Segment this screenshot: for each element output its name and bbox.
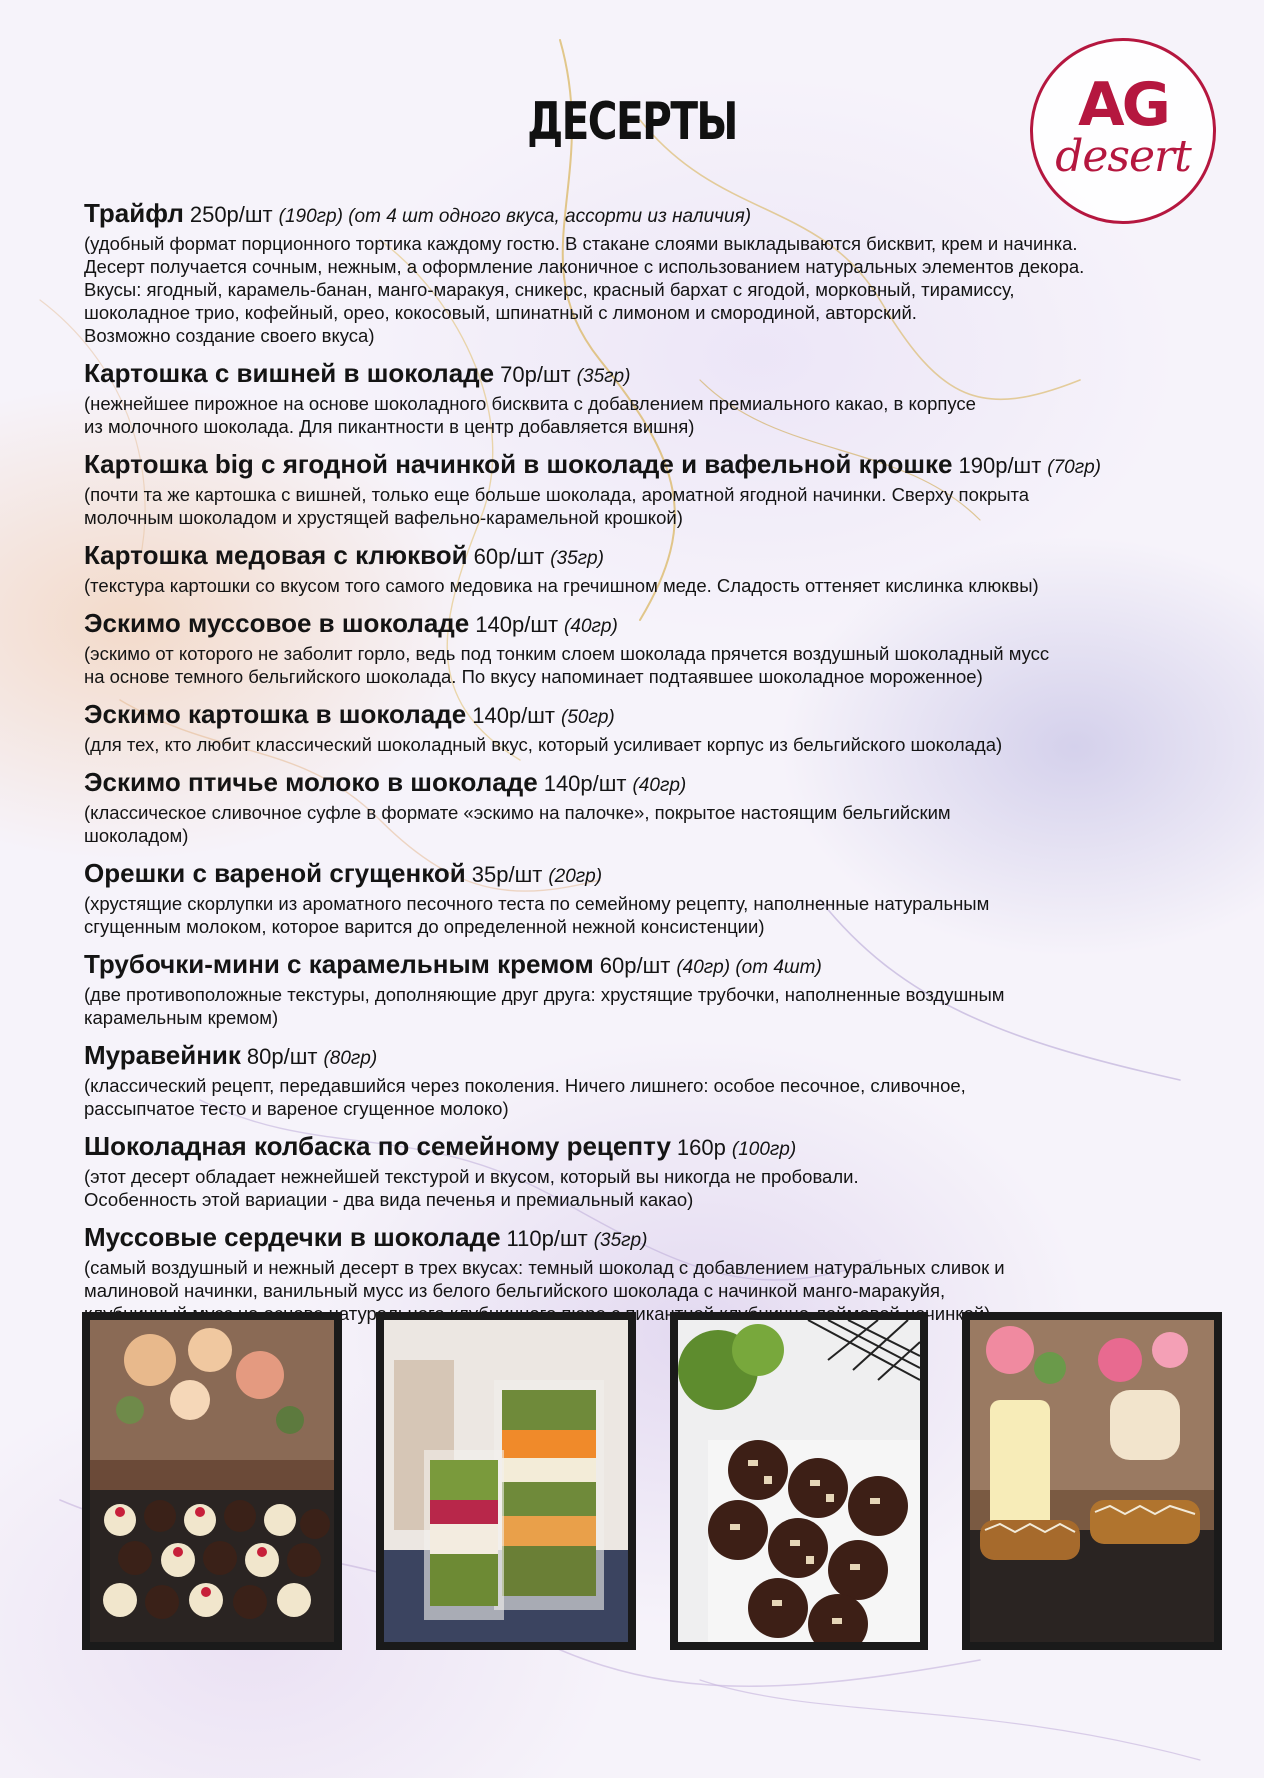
- description-line: Десерт получается сочным, нежным, а оформление лаконичное с использованием натуральных элементов декора.: [84, 256, 1085, 277]
- nut-bars-image: [970, 1320, 1214, 1642]
- item-description: [84, 392, 1234, 438]
- description-line: сгущенным молоком, которое варится до определенной нежной консистенции): [84, 916, 765, 937]
- item-description: [84, 892, 1234, 938]
- item-name: Шоколадная колбаска по семейному рецепту: [84, 1131, 671, 1161]
- description-line: (нежнейшее пирожное на основе шоколадного бисквита с добавлением премиального какао, в корпусе: [84, 393, 976, 414]
- menu-item-heading: [84, 699, 1234, 733]
- description-line: (текстура картошки со вкусом того самого медовика на гречишном меде. Сладость оттеняет кислинка клюквы): [84, 575, 1039, 596]
- item-name: Картошка с вишней в шоколаде: [84, 358, 495, 388]
- menu-item: [84, 1040, 1234, 1120]
- page-title: ДЕСЕРТЫ: [527, 92, 737, 152]
- description-line: малиновой начинки, ванильный мусс из белого бельгийского шоколада с начинкой манго-маракуйя,: [84, 1280, 946, 1301]
- description-line: Вкусы: ягодный, карамель-банан, манго-маракуя, сникерс, красный бархат с ягодой, морковный, тирамиссу,: [84, 279, 1015, 300]
- description-line: рассыпчатое тесто и вареное сгущенное молоко): [84, 1098, 509, 1119]
- menu-item-heading: [84, 608, 1234, 642]
- truffles-photo: [82, 1312, 342, 1650]
- item-weight: (50гр): [561, 707, 615, 728]
- item-price: 80р/шт: [246, 1044, 318, 1069]
- description-line: на основе темного бельгийского шоколада. По вкусу напоминает подтаявшее шоколадное мороженное): [84, 666, 983, 687]
- item-weight: (35гр): [550, 548, 604, 569]
- description-line: (классическое сливочное суфле в формате «эскимо на палочке», покрытое настоящим бельгийским: [84, 802, 951, 823]
- item-weight: (190гр) (от 4 шт одного вкуса, ассорти из наличия): [278, 206, 752, 227]
- description-line: из молочного шоколада. Для пикантности в центр добавляется вишня): [84, 416, 695, 437]
- salami-image: [678, 1320, 920, 1642]
- logo-text-ag: AG: [1078, 70, 1168, 140]
- menu-item-heading: [84, 1040, 1234, 1074]
- item-name: Орешки с вареной сгущенкой: [84, 858, 466, 888]
- item-price: 160р: [676, 1135, 726, 1160]
- item-name: Эскимо муссовое в шоколаде: [84, 608, 470, 638]
- menu-item-heading: [84, 358, 1234, 392]
- item-price: 60р/шт: [473, 544, 545, 569]
- item-weight: (20гр): [548, 866, 603, 887]
- menu-item-heading: [84, 1131, 1234, 1165]
- description-line: молочным шоколадом и хрустящей вафельно-карамельной крошкой): [84, 507, 683, 528]
- description-line: Особенность этой вариации - два вида печенья и премиальный какао): [84, 1189, 694, 1210]
- item-weight: (100гр): [731, 1139, 797, 1160]
- trifle-glasses-photo: [376, 1312, 636, 1650]
- description-line: Возможно создание своего вкуса): [84, 325, 375, 346]
- menu-item: [84, 540, 1234, 597]
- item-description: [84, 733, 1234, 756]
- logo-text-desert: desert: [1055, 131, 1191, 182]
- item-weight: (35гр): [576, 366, 631, 387]
- menu-item: [84, 1131, 1234, 1211]
- item-price: 35р/шт: [471, 862, 543, 887]
- menu-item-heading: [84, 767, 1234, 801]
- item-price: 140р/шт: [475, 612, 559, 637]
- item-weight: (35гр): [593, 1230, 648, 1251]
- item-description: [84, 1074, 1234, 1120]
- chocolate-salami-photo: [670, 1312, 928, 1650]
- menu-item: [84, 449, 1234, 529]
- item-name: Эскимо картошка в шоколаде: [84, 699, 467, 729]
- photo-strip: [0, 1312, 1264, 1652]
- menu-item: [84, 358, 1234, 438]
- item-description: [84, 983, 1234, 1029]
- item-price: 250р/шт: [189, 202, 273, 227]
- trifle-image: [384, 1320, 628, 1642]
- item-name: Картошка медовая с клюквой: [84, 540, 468, 570]
- menu-item-heading: [84, 540, 1234, 574]
- item-weight: (80гр): [323, 1048, 378, 1069]
- item-name: Трайфл: [84, 198, 184, 228]
- item-price: 110р/шт: [506, 1226, 588, 1251]
- menu-item-heading: [84, 858, 1234, 892]
- menu-item: [84, 949, 1234, 1029]
- nut-bars-photo: [962, 1312, 1222, 1650]
- item-description: [84, 483, 1234, 529]
- item-description: [84, 574, 1234, 597]
- item-weight: (40гр) (от 4шт): [676, 957, 822, 978]
- menu-item: [84, 1222, 1234, 1325]
- description-line: (самый воздушный и нежный десерт в трех вкусах: темный шоколад с добавлением натуральных сливок и: [84, 1257, 1005, 1278]
- description-line: (почти та же картошка с вишней, только еще больше шоколада, ароматной ягодной начинки. Сверху покрыта: [84, 484, 1030, 505]
- item-price: 60р/шт: [599, 953, 671, 978]
- menu-item: [84, 198, 1234, 347]
- item-name: Муравейник: [84, 1040, 241, 1070]
- item-price: 70р/шт: [500, 362, 571, 387]
- description-line: (две противоположные текстуры, дополняющие друг друга: хрустящие трубочки, наполненные воздушным: [84, 984, 1005, 1005]
- menu-item-heading: [84, 449, 1234, 483]
- description-line: шоколадное трио, кофейный, орео, кокосовый, шпинатный с лимоном и смородиной, авторский.: [84, 302, 917, 323]
- truffles-image: [90, 1320, 334, 1642]
- menu-item-heading: [84, 949, 1234, 983]
- item-weight: (70гр): [1047, 457, 1102, 478]
- item-name: Муссовые сердечки в шоколаде: [84, 1222, 501, 1252]
- dessert-list: [84, 198, 1234, 1336]
- menu-item: [84, 858, 1234, 938]
- description-line: (хрустящие скорлупки из ароматного песочного теста по семейному рецепту, наполненные натуральным: [84, 893, 990, 914]
- menu-item: [84, 608, 1234, 688]
- menu-item: [84, 699, 1234, 756]
- description-line: (классический рецепт, передавшийся через поколения. Ничего лишнего: особое песочное, сливочное,: [84, 1075, 966, 1096]
- item-description: [84, 1165, 1234, 1211]
- description-line: начинкой): [905, 1303, 991, 1324]
- item-price: 140р/шт: [543, 771, 627, 796]
- description-line: (для тех, кто любит классический шоколадный вкус, который усиливает корпус из бельгийского шоколада): [84, 734, 1003, 755]
- description-line: шоколадом): [84, 825, 189, 846]
- item-name: Трубочки-мини с карамельным кремом: [84, 949, 594, 979]
- item-description: [84, 642, 1234, 688]
- item-description: [84, 801, 1234, 847]
- item-price: 140р/шт: [472, 703, 555, 728]
- item-price: 190р/шт: [958, 453, 1042, 478]
- menu-item-heading: [84, 198, 1234, 232]
- description-line: (удобный формат порционного тортика каждому гостю. В стакане слоями выкладываются бисквит, крем и начинка.: [84, 233, 1078, 254]
- description-line: (эскимо от которого не заболит горло, ведь под тонким слоем шоколада прячется воздушный шоколадный мусс: [84, 643, 1050, 664]
- brand-logo: [1030, 38, 1216, 224]
- item-name: Эскимо птичье молоко в шоколаде: [84, 767, 538, 797]
- description-line: карамельным кремом): [84, 1007, 279, 1028]
- menu-item-heading: [84, 1222, 1234, 1256]
- item-weight: (40гр): [632, 775, 687, 796]
- item-weight: (40гр): [564, 616, 618, 637]
- item-name: Картошка big с ягодной начинкой в шоколаде и вафельной крошке: [84, 449, 953, 479]
- description-line: (этот десерт обладает нежнейшей текстурой и вкусом, который вы никогда не пробовали.: [84, 1166, 859, 1187]
- menu-item: [84, 767, 1234, 847]
- item-description: [84, 232, 1234, 347]
